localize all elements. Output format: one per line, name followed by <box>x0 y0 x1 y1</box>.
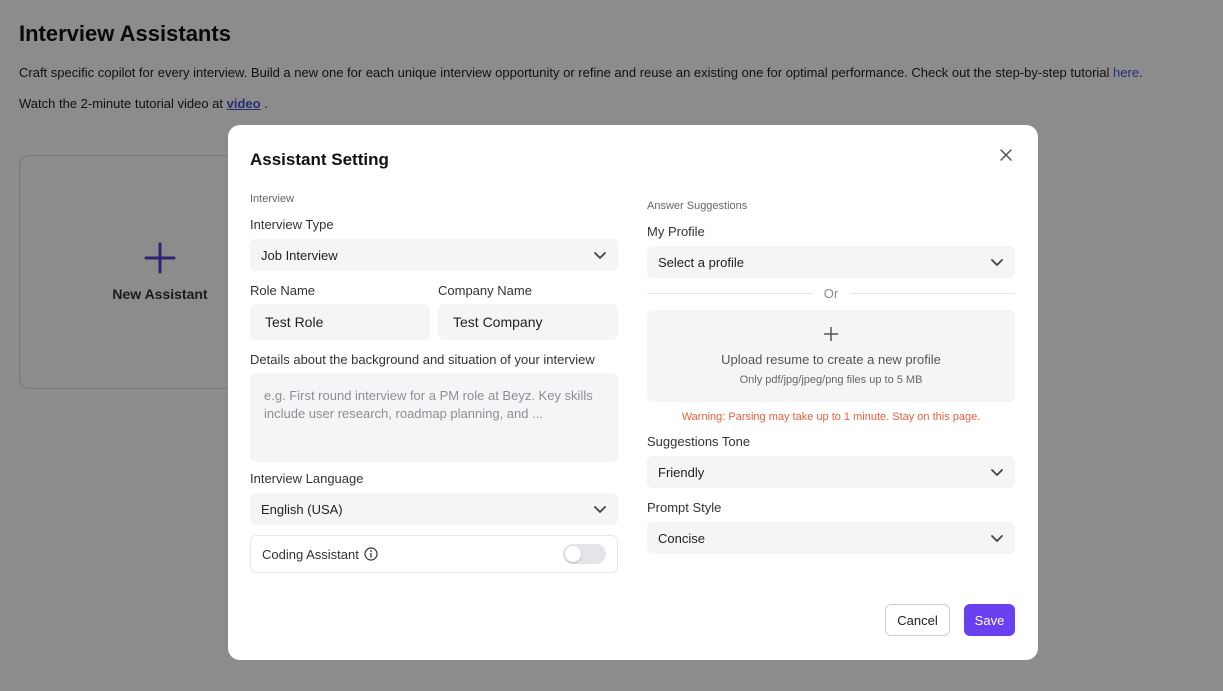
chevron-down-icon <box>990 255 1004 269</box>
company-name-input[interactable]: Test Company <box>438 304 618 340</box>
upload-resume-dropzone[interactable] <box>647 310 1015 402</box>
parsing-warning: Warning: Parsing may take up to 1 minute. Stay on this page. <box>681 411 981 423</box>
interview-language-value: English (USA) <box>261 501 343 517</box>
suggestions-tone-value: Friendly <box>658 464 705 480</box>
profile-select-value: Select a profile <box>658 254 744 270</box>
page-description-suffix: . <box>1139 65 1143 80</box>
interview-section <box>250 193 618 573</box>
close-icon <box>1000 149 1012 161</box>
role-name-label: Role Name <box>250 283 316 298</box>
details-label: Details about the background and situation of your interview <box>250 352 595 367</box>
cancel-button[interactable]: Cancel <box>885 604 950 636</box>
interview-type-select[interactable] <box>250 239 618 271</box>
or-text: Or <box>823 286 839 301</box>
prompt-style-select[interactable] <box>647 522 1015 554</box>
coding-assistant-toggle[interactable] <box>563 544 606 564</box>
upload-title: Upload resume to create a new profile <box>721 352 941 367</box>
page-title: Interview Assistants <box>19 21 231 46</box>
profile-select[interactable] <box>647 246 1015 278</box>
interview-type-value: Job Interview <box>261 247 338 263</box>
video-link[interactable]: video <box>226 96 261 111</box>
interview-section-label: Interview <box>250 193 295 205</box>
chevron-down-icon <box>593 502 607 516</box>
close-button[interactable] <box>996 145 1016 165</box>
video-suffix: . <box>260 96 268 111</box>
new-assistant-label: New Assistant <box>112 286 208 302</box>
assistant-setting-modal <box>228 125 1038 660</box>
chevron-down-icon <box>593 248 607 262</box>
page-description-text: Craft specific copilot for every interview. Build a new one for each unique interview opportunity or refine and reuse an existing one for optimal performance. Check out the step-by-step tutorial <box>19 65 1114 80</box>
chevron-down-icon <box>990 531 1004 545</box>
coding-assistant-label: Coding Assistant <box>262 546 359 562</box>
answer-suggestions-section <box>647 200 1015 554</box>
info-icon[interactable] <box>364 547 378 561</box>
coding-assistant-row <box>250 535 618 573</box>
company-name-label: Company Name <box>438 283 532 298</box>
role-name-input[interactable]: Test Role <box>250 304 430 340</box>
toggle-knob <box>565 546 581 562</box>
prompt-style-label: Prompt Style <box>647 500 722 515</box>
interview-language-select[interactable] <box>250 493 618 525</box>
interview-type-label: Interview Type <box>250 217 334 232</box>
tutorial-link[interactable]: here <box>1113 65 1140 80</box>
details-textarea[interactable]: e.g. First round interview for a PM role at Beyz. Key skills include user research, roadmap planning, and ... <box>250 373 618 462</box>
answer-suggestions-label: Answer Suggestions <box>647 200 748 212</box>
save-button[interactable]: Save <box>964 604 1015 636</box>
or-divider <box>647 286 1015 301</box>
my-profile-label: My Profile <box>647 224 705 239</box>
modal-title: Assistant Setting <box>250 150 389 169</box>
suggestions-tone-label: Suggestions Tone <box>647 434 751 449</box>
video-prefix: Watch the 2-minute tutorial video at <box>19 96 227 111</box>
upload-subtitle: Only pdf/jpg/jpeg/png files up to 5 MB <box>739 374 923 386</box>
suggestions-tone-select[interactable] <box>647 456 1015 488</box>
chevron-down-icon <box>990 465 1004 479</box>
plus-icon <box>823 326 839 342</box>
interview-language-label: Interview Language <box>250 471 364 486</box>
prompt-style-value: Concise <box>658 530 705 546</box>
